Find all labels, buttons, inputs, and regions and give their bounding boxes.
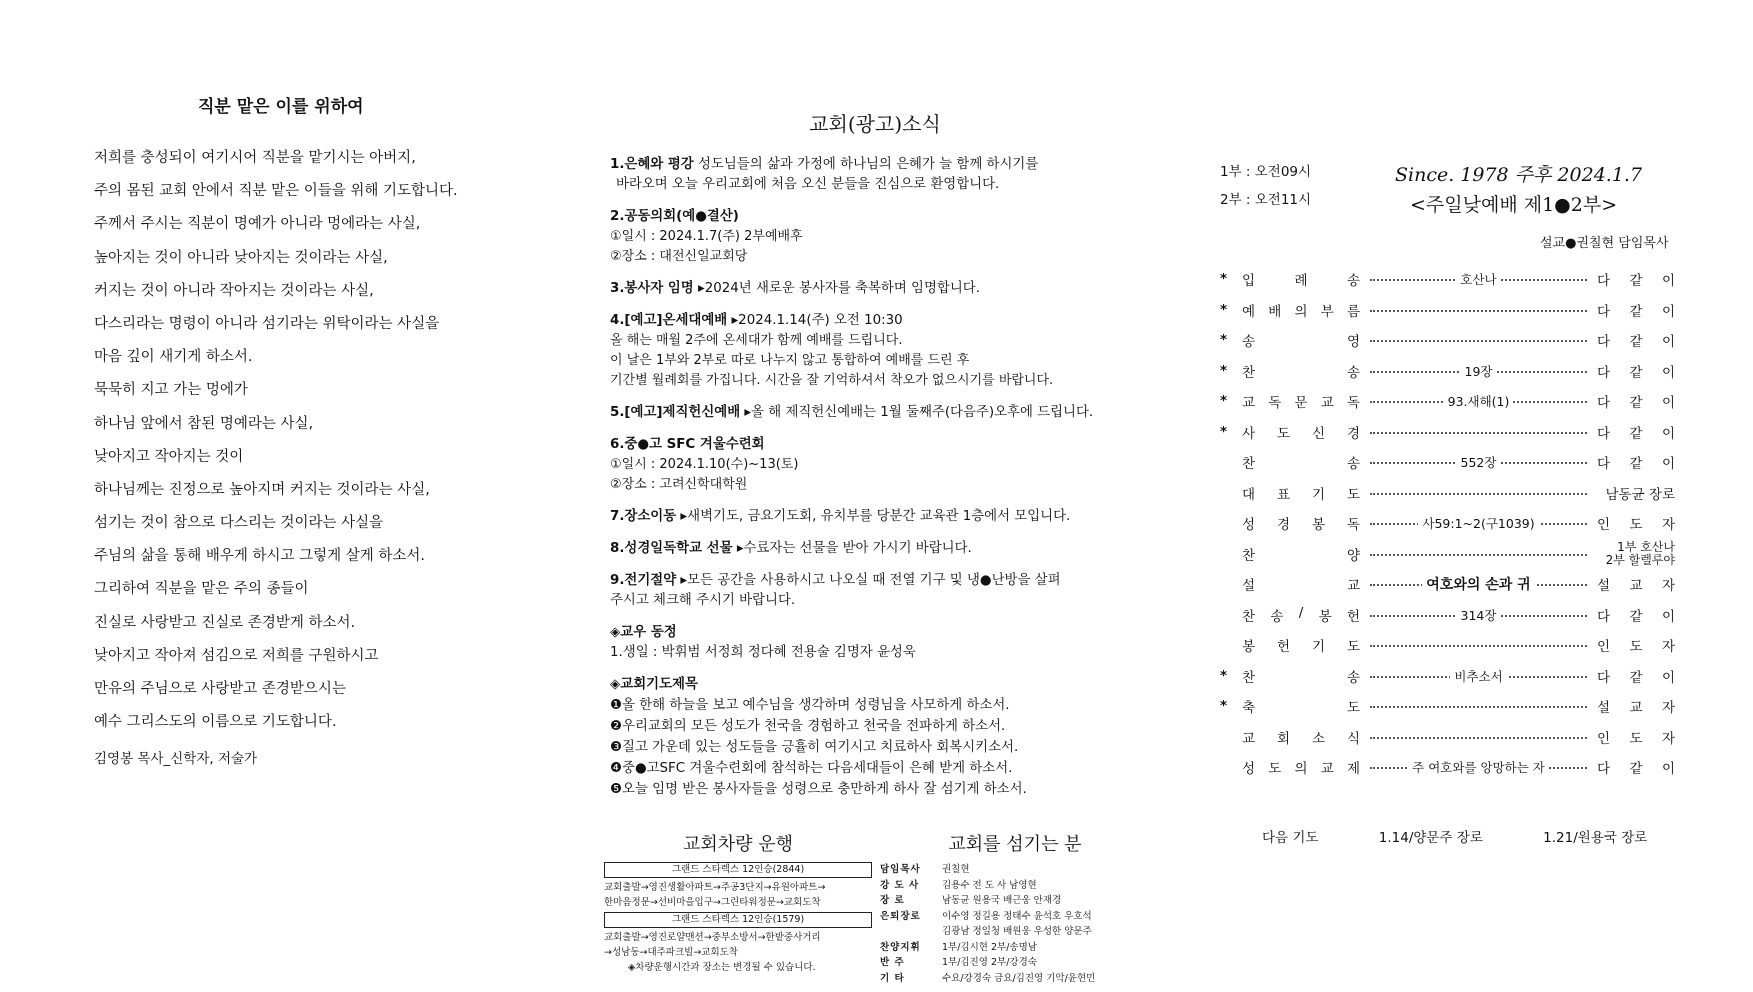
prayer-line: 낮아지고 작아져 섬김으로 저희를 구원하시고	[94, 647, 379, 664]
news-item-text: ▸새벽기도, 금요기도회, 유치부를 당분간 교육관 1층에서 모입니다.	[676, 509, 1071, 524]
order-detail: 19장	[1461, 362, 1497, 380]
order-row	[1220, 447, 1675, 478]
car-box-2: 그랜드 스타렉스 12인승(1579)	[604, 912, 872, 928]
news-item-text: ▸수료자는 선물을 받아 가시기 바랍니다.	[732, 541, 972, 556]
order-detail: 314장	[1457, 606, 1501, 624]
prayer-topics	[610, 675, 1140, 800]
car-route: →성남동→대주파크빌→교회도착	[604, 947, 739, 958]
order-detail: 여호와의 손과 귀	[1422, 574, 1534, 594]
news-item-text: ▸2024년 새로운 봉사자를 축복하며 임명합니다.	[693, 281, 980, 296]
dot-leader	[1370, 447, 1587, 478]
prayer-line: 만유의 주님으로 사랑받고 존경받으시는	[94, 681, 346, 697]
staff-names: 1부/김시현 2부/송명남	[942, 941, 1037, 953]
dot-leader	[1370, 295, 1587, 326]
staff-names: 김용수 전 도 사 남영현	[942, 879, 1037, 891]
staff-role: 담임목사	[880, 864, 921, 875]
member-news	[610, 623, 1140, 663]
news-item-7	[610, 507, 1140, 527]
prayer-line: 섬기는 것이 참으로 다스리는 것이라는 사실을	[94, 515, 384, 532]
order-row	[1220, 295, 1675, 326]
order-name: 송 영	[1242, 334, 1360, 351]
order-leader: 설 교 자	[1597, 578, 1675, 595]
news-item-head: 4.[예고]온세대예배	[610, 313, 728, 328]
news-item-3	[610, 279, 1140, 299]
order-row	[1220, 722, 1675, 753]
prayer-line: 저희를 충성되이 여기시어 직분을 맡기시는 아버지,	[94, 150, 416, 166]
birthday-line: 1.생일 : 박휘범 서정희 정다혜 전용술 김명자 윤성욱	[610, 645, 916, 660]
news-item-8	[610, 539, 1140, 559]
order-leader: 다 같 이	[1597, 395, 1675, 412]
order-leader: 다 같 이	[1597, 334, 1675, 351]
order-name: 사 도 신 경	[1242, 425, 1360, 442]
prayer-line: 하나님 앞에서 참된 명예라는 사실,	[94, 415, 314, 432]
prayer-line: 마음 깊이 새기게 하소서.	[94, 349, 253, 366]
news-item-head: 5.[예고]제직헌신예배	[610, 405, 741, 420]
prayer-topic: ❶올 한해 하늘을 보고 예수님을 생각하며 성령님을 사모하게 하소서.	[610, 698, 1010, 713]
service-time-1: 1부 : 오전09시	[1220, 164, 1312, 180]
prayer-line: 하나님께는 진정으로 높아지며 커지는 것이라는 사실,	[94, 481, 430, 498]
order-name: 찬 송	[1242, 364, 1360, 381]
order-leader: 다 같 이	[1597, 669, 1675, 686]
dot-leader	[1370, 478, 1587, 509]
car-title: 교회차량 운행	[682, 834, 794, 855]
order-name: 축 도	[1242, 700, 1360, 717]
dot-leader	[1370, 539, 1587, 570]
dot-leader	[1370, 630, 1587, 661]
prayer-line: 낮아지고 작아지는 것이	[94, 448, 244, 465]
order-row	[1220, 386, 1675, 417]
staff-role: 기 타	[880, 972, 905, 984]
order-row	[1220, 630, 1675, 661]
news-item-head: 1.은혜와 평강	[610, 157, 694, 172]
order-name: 봉 헌 기 도	[1242, 639, 1360, 656]
prayer-line: 다스리라는 명령이 아니라 섬기라는 위탁이라는 사실을	[94, 315, 440, 332]
dot-leader	[1370, 722, 1587, 753]
order-leader: 1부 호산나 2부 할렐루야	[1605, 539, 1675, 567]
news-item-text: ②장소 : 고려신학대학원	[610, 477, 748, 492]
news-item-head: 3.봉사자 임명	[610, 281, 694, 296]
member-news-head: ◈교우 동정	[610, 625, 677, 640]
dot-leader	[1370, 691, 1587, 722]
order-leader: 다 같 이	[1597, 364, 1675, 381]
order-leader: 인 도 자	[1597, 639, 1675, 656]
staff-names: 김광남 정일청 배원웅 우성한 양문주	[942, 926, 1092, 937]
staff-names: 1부/김진영 2부/강경숙	[942, 957, 1037, 968]
news-item-text: 성도님들의 삶과 가정에 하나님의 은혜가 늘 함께 하시기를	[693, 157, 1039, 172]
car-route: 교회출발→영진로얄맨션→중부소방서→한밭중사거리	[604, 932, 821, 943]
service-title: <주일낮예배 제1●2부>	[1410, 194, 1618, 216]
church-staff	[880, 830, 1150, 986]
prayer-line: 커지는 것이 아니라 작아지는 것이라는 사실,	[94, 282, 374, 299]
dot-leader	[1370, 325, 1587, 356]
prayer-section	[94, 92, 564, 767]
staff-role: 반 주	[880, 957, 905, 968]
staff-row	[880, 893, 1150, 909]
prayer-line: 높아지는 것이 아니라 낮아지는 것이라는 사실,	[94, 249, 388, 266]
news-item-head: 2.공동의회(예●결산)	[610, 209, 739, 224]
order-leader: 다 같 이	[1597, 608, 1675, 625]
stand-marker: *	[1220, 423, 1228, 440]
staff-row	[880, 909, 1150, 925]
staff-row	[880, 862, 1150, 878]
order-leader: 다 같 이	[1597, 425, 1675, 442]
prayer-line: 그리하여 직분을 맡은 주의 종들이	[94, 581, 309, 598]
order-name: 성 도 의 교 제	[1242, 761, 1360, 778]
service-date: Since. 1978 주후 2024.1.7	[1395, 164, 1643, 186]
car-schedule	[604, 830, 872, 975]
staff-names: 남동균 원용국 배근웅 안재경	[942, 895, 1062, 906]
staff-row	[880, 924, 1150, 940]
prayer-line: 묵묵히 지고 가는 멍에가	[94, 382, 248, 399]
news-item-text: 기간별 월례회를 가집니다. 시간을 잘 기억하셔서 착오가 없으시기를 바랍니다.	[610, 373, 1054, 388]
staff-names: 권칠현	[942, 864, 970, 875]
stand-marker: *	[1220, 301, 1228, 318]
order-detail: 552장	[1457, 453, 1501, 471]
order-name: 찬 송	[1242, 456, 1360, 473]
order-detail: 사59:1~2(구1039)	[1418, 514, 1538, 532]
dot-leader	[1370, 417, 1587, 448]
staff-row	[880, 955, 1150, 971]
news-item-text: ▸모든 공간을 사용하시고 나오실 때 전열 기구 및 냉●난방을 살펴	[676, 573, 1061, 588]
order-detail: 호산나	[1456, 270, 1500, 288]
order-leader: 다 같 이	[1597, 456, 1675, 473]
dot-leader	[1370, 752, 1587, 783]
news-item-head: 7.장소이동	[610, 509, 677, 524]
news-item-text: 올 해는 매월 2주에 온세대가 함께 예배를 드립니다.	[610, 333, 903, 348]
news-item-head: 8.성경일독학교 선물	[610, 541, 733, 556]
news-item-text: ▸올 해 제직헌신예배는 1월 둘째주(다음주)오후에 드립니다.	[740, 405, 1094, 420]
order-leader: 다 같 이	[1597, 273, 1675, 290]
order-name: 찬 송 / 봉 헌	[1242, 604, 1360, 625]
staff-row	[880, 878, 1150, 894]
stand-marker: *	[1220, 667, 1228, 684]
dot-leader	[1370, 600, 1587, 631]
staff-role: 장 로	[880, 895, 905, 906]
order-leader: 설 교 자	[1597, 700, 1675, 717]
order-name: 대 표 기 도	[1242, 486, 1360, 503]
order-row	[1220, 325, 1675, 356]
news-item-head: 6.중●고 SFC 겨울수련회	[610, 437, 765, 452]
dot-leader	[1370, 386, 1587, 417]
staff-row	[880, 940, 1150, 956]
prayer-topics-head: ◈교회기도제목	[610, 677, 698, 692]
staff-list	[880, 862, 1150, 986]
dot-leader	[1370, 508, 1587, 539]
prayer-topic: ❷우리교회의 모든 성도가 천국을 경험하고 천국을 전파하게 하소서.	[610, 719, 1006, 734]
staff-role: 찬양지휘	[880, 941, 921, 953]
stand-marker: *	[1220, 362, 1228, 379]
order-row	[1220, 691, 1675, 722]
order-name: 입 례 송	[1242, 273, 1360, 290]
dot-leader	[1370, 356, 1587, 387]
order-row	[1220, 356, 1675, 387]
prayer-topic: ❺오늘 임명 받은 봉사자들을 성령으로 충만하게 하사 잘 섬기게 하소서.	[610, 782, 1027, 797]
order-detail: 비추소서	[1450, 667, 1506, 685]
order-row	[1220, 661, 1675, 692]
preacher: 설교●권칠현 담임목사	[1540, 236, 1669, 251]
next-prayer-label: 다음 기도	[1262, 830, 1319, 846]
news-item-text: ①일시 : 2024.1.10(수)~13(토)	[610, 457, 799, 472]
order-leader: 다 같 이	[1597, 761, 1675, 778]
car-box-1: 그랜드 스타렉스 12인승(2844)	[604, 862, 872, 878]
news-item-4	[610, 311, 1140, 391]
order-row	[1220, 478, 1675, 509]
next-prayer-1: 1.14/양문주 장로	[1378, 830, 1483, 846]
dot-leader	[1370, 264, 1587, 295]
stand-marker: *	[1220, 332, 1228, 349]
news-item-text: 이 날은 1부와 2부로 따로 나누지 않고 통합하여 예배를 드린 후	[610, 353, 970, 368]
order-row	[1220, 752, 1675, 783]
order-name: 예 배 의 부 름	[1242, 303, 1360, 320]
order-row	[1220, 417, 1675, 448]
prayer-line: 예수 그리스도의 이름으로 기도합니다.	[94, 714, 337, 731]
staff-names: 이수영 정길용 정태수 윤석호 우호석	[942, 910, 1092, 922]
staff-row	[880, 971, 1150, 987]
news-item-5	[610, 403, 1140, 423]
service-time-2: 2부 : 오전11시	[1220, 192, 1312, 208]
news-item-text: 바라오며 오늘 우리교회에 처음 오신 분들을 진심으로 환영합니다.	[616, 177, 1000, 192]
prayer-author: 김영봉 목사_신학자, 저술가	[94, 751, 258, 768]
order-row	[1220, 539, 1675, 570]
staff-role	[880, 924, 942, 940]
prayer-topic: ❹중●고SFC 겨울수련회에 참석하는 다음세대들이 은혜 받게 하소서.	[610, 761, 1013, 776]
order-row	[1220, 508, 1675, 539]
news-item-text: ①일시 : 2024.1.7(주) 2부예배후	[610, 229, 803, 244]
order-detail: 93.새해(1)	[1444, 392, 1514, 410]
news-item-6	[610, 435, 1140, 495]
stand-marker: *	[1220, 393, 1228, 410]
news-item-1	[610, 155, 1140, 195]
prayer-line: 주의 몸된 교회 안에서 직분 맡은 이들을 위해 기도합니다.	[94, 183, 458, 200]
order-name: 성 경 봉 독	[1242, 517, 1360, 534]
order-detail: 주 여호와를 앙망하는 자	[1408, 758, 1549, 776]
stand-marker: *	[1220, 698, 1228, 715]
order-name: 설 교	[1242, 578, 1360, 595]
prayer-line: 주님의 삶을 통해 배우게 하시고 그렇게 살게 하소서.	[94, 548, 426, 565]
news-item-head: 9.전기절약	[610, 573, 677, 588]
order-name: 찬 양	[1242, 547, 1360, 564]
car-route: 한마음정문→선비마을입구→그린타워정문→교회도착	[604, 897, 821, 908]
order-row	[1220, 600, 1675, 631]
order-leader: 다 같 이	[1597, 303, 1675, 320]
news-item-9	[610, 571, 1140, 611]
order-name: 찬 송	[1242, 669, 1360, 686]
news-item-text: 주시고 체크해 주시기 바랍니다.	[610, 593, 796, 608]
prayer-line: 주께서 주시는 직분이 명예가 아니라 멍에라는 사실,	[94, 216, 421, 233]
next-prayer-2: 1.21/원용국 장로	[1543, 830, 1648, 846]
prayer-topic: ❸질고 가운데 있는 성도들을 긍휼히 여기시고 치료하사 회복시키소서.	[610, 740, 1019, 755]
news-section	[610, 108, 1140, 800]
order-leader: 남동균 장로	[1605, 486, 1675, 503]
news-item-text: ▸2024.1.14(주) 오전 10:30	[727, 313, 903, 328]
order-leader: 인 도 자	[1597, 517, 1675, 534]
next-prayer	[1262, 826, 1703, 846]
prayer-line: 진실로 사랑받고 진실로 존경받게 하소서.	[94, 614, 356, 631]
news-item-text: ②장소 : 대전신일교회당	[610, 249, 748, 264]
order-name: 교 회 소 식	[1242, 730, 1360, 747]
dot-leader	[1370, 661, 1587, 692]
car-note: ◈차량운행시간과 장소는 변경될 수 있습니다.	[628, 962, 816, 973]
news-title: 교회(광고)소식	[809, 112, 941, 136]
order-name: 교 독 문 교 독	[1242, 395, 1360, 412]
car-route: 교회출발→영진생활아파트→주공3단지→유원아파트→	[604, 882, 826, 893]
order-row	[1220, 264, 1675, 295]
news-item-2	[610, 207, 1140, 267]
prayer-body	[94, 142, 564, 739]
staff-role: 은퇴장로	[880, 910, 921, 922]
prayer-title: 직분 맡은 이를 위하여	[198, 97, 364, 117]
order-leader: 인 도 자	[1597, 730, 1675, 747]
staff-title: 교회를 섬기는 분	[948, 834, 1082, 855]
worship-order	[1220, 264, 1675, 783]
stand-marker: *	[1220, 271, 1228, 288]
prayer-topics-list	[610, 695, 1140, 800]
dot-leader	[1370, 569, 1587, 600]
staff-role: 강 도 사	[880, 879, 920, 891]
staff-names: 수요/강경숙 금요/김진영 기악/윤현민	[942, 972, 1096, 984]
order-row	[1220, 569, 1675, 600]
